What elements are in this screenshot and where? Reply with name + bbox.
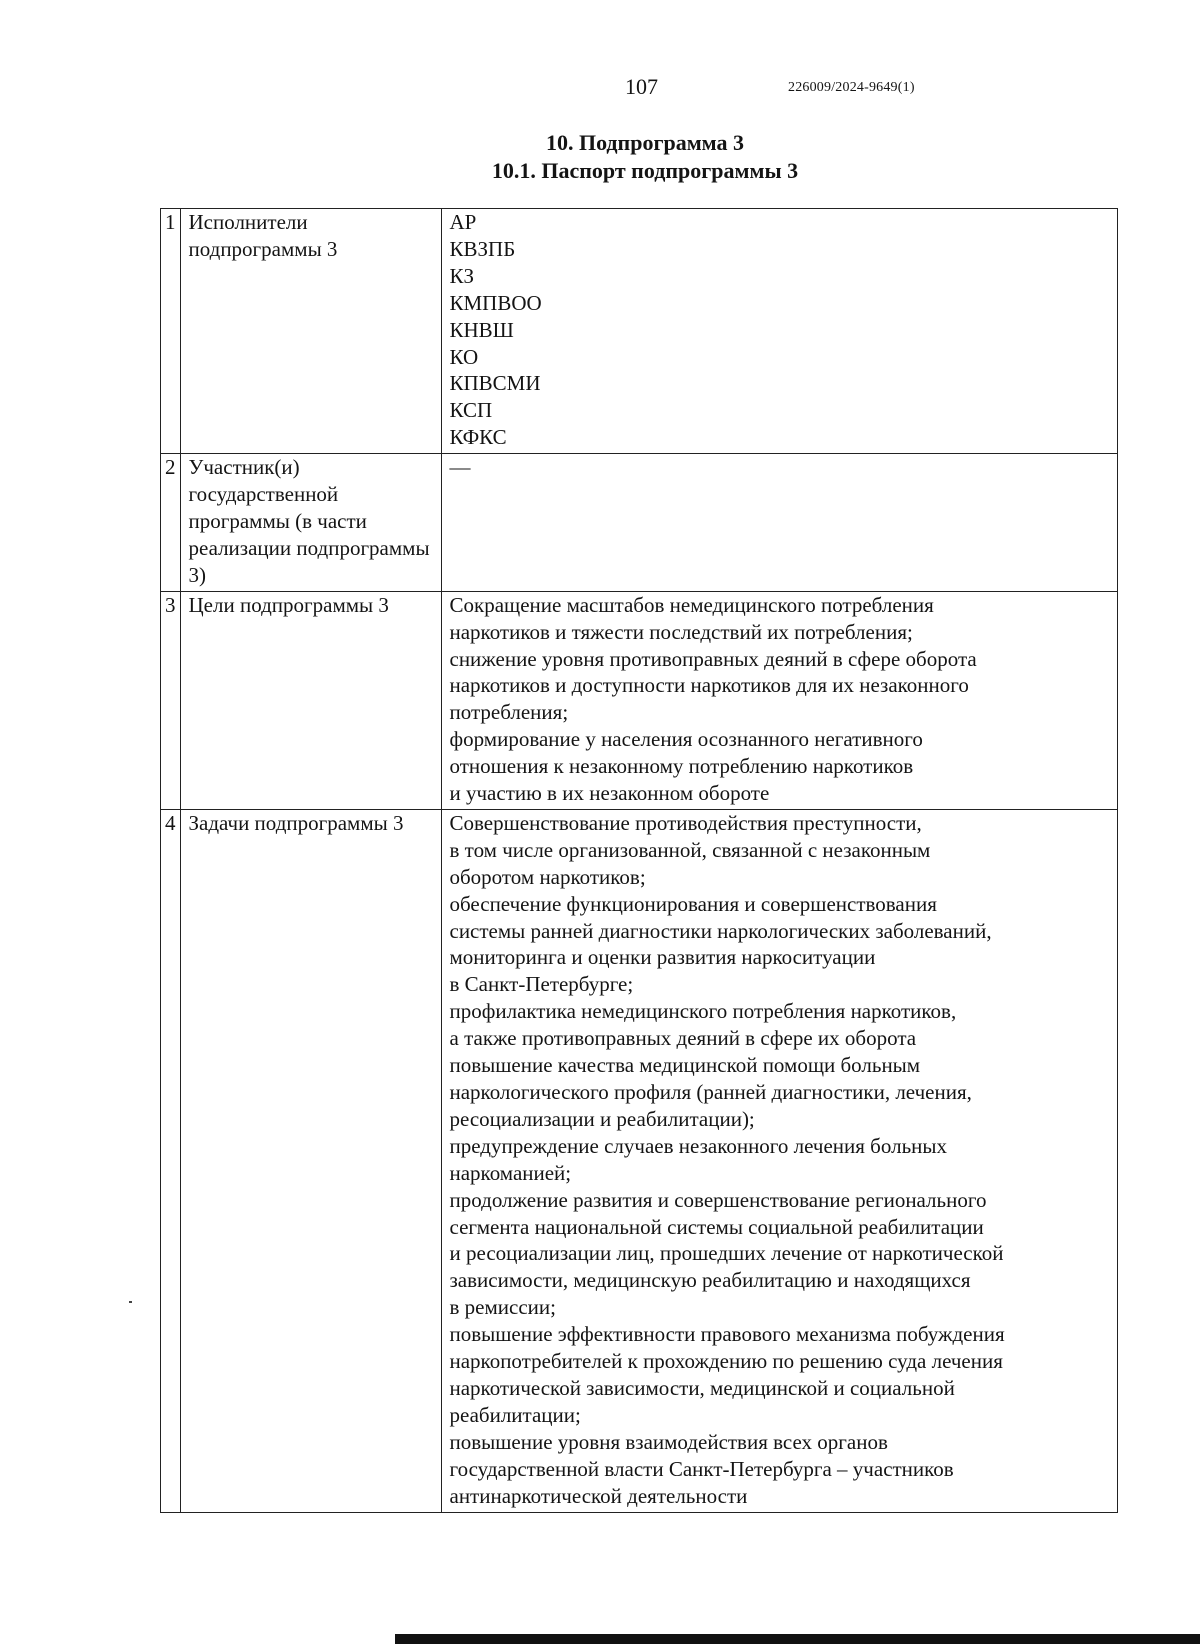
value-line: в Санкт-Петербурге;	[449, 972, 634, 997]
row-label: Участник(и) государственной программы (в части реализации подпрограммы 3)	[180, 454, 441, 592]
row-number: 4	[161, 809, 181, 1512]
value-line: повышение уровня взаимодействия всех органов	[449, 1429, 888, 1454]
value-line: Сокращение масштабов немедицинского потребления	[449, 592, 934, 617]
value-line: и участию в их незаконном обороте	[449, 781, 770, 806]
section-title: 10. Подпрограмма 3	[545, 130, 745, 155]
value-line: предупреждение случаев незаконного лечения больных	[449, 1133, 947, 1158]
value-line: реабилитации;	[449, 1402, 581, 1427]
value-line: Совершенствование противодействия преступности,	[449, 810, 922, 835]
value-line: КВЗПБ	[449, 236, 516, 261]
value-line: повышение качества медицинской помощи больным	[449, 1053, 921, 1078]
value-line: системы ранней диагностики наркологических заболеваний,	[449, 918, 992, 943]
passport-table	[160, 208, 1118, 1513]
value-line: наркотической зависимости, медицинской и социальной	[449, 1375, 955, 1400]
value-line: повышение эффективности правового механизма побуждения	[449, 1322, 1005, 1347]
document-id: 226009/2024-9649(1)	[788, 80, 915, 95]
row-number: 1	[161, 209, 181, 454]
value-line: формирование у населения осознанного негативного	[449, 727, 923, 752]
scan-edge-bar	[395, 1634, 1200, 1644]
value-line: КМПВОО	[449, 290, 542, 315]
row-label: Цели подпрограммы 3	[180, 591, 441, 809]
value-line: антинаркотической деятельности	[449, 1483, 748, 1508]
value-line: КПВСМИ	[449, 371, 541, 396]
row-value	[441, 591, 1118, 809]
value-line: обеспечение функционирования и совершенствования	[449, 891, 937, 916]
value-line: а также противоправных деяний в сфере их оборота	[449, 1026, 917, 1051]
row-value	[441, 209, 1118, 454]
value-line: мониторинга и оценки развития наркоситуации	[449, 945, 876, 970]
value-line: в том числе организованной, связанной с незаконным	[449, 837, 931, 862]
value-line: КО	[449, 344, 479, 369]
value-line: зависимости, медицинскую реабилитацию и находящихся	[449, 1268, 971, 1293]
value-line: отношения к незаконному потреблению наркотиков	[449, 754, 914, 779]
page-number: 107	[625, 74, 658, 99]
value-line: АР	[449, 210, 477, 234]
row-value	[441, 809, 1118, 1512]
value-line: наркотиков и тяжести последствий их потребления;	[449, 619, 913, 644]
section-subtitle: 10.1. Паспорт подпрограммы 3	[491, 158, 799, 183]
scan-speck	[129, 1301, 132, 1303]
value-line: наркоманией;	[449, 1160, 572, 1185]
row-label: Исполнители подпрограммы 3	[180, 209, 441, 454]
value-line: потребления;	[449, 700, 569, 725]
value-line: наркологического профиля (ранней диагностики, лечения,	[449, 1080, 972, 1104]
table-row	[161, 209, 1118, 454]
value-line: снижение уровня противоправных деяний в сфере оборота	[449, 646, 977, 671]
value-line: в ремиссии;	[449, 1295, 556, 1320]
value-line: КФКС	[449, 425, 507, 450]
value-line: государственной власти Санкт-Петербурга – участников	[449, 1456, 954, 1481]
value-line: КЗ	[449, 263, 475, 288]
value-line: КНВШ	[449, 317, 514, 342]
value-line: наркопотребителей к прохождению по решению суда лечения	[449, 1349, 1003, 1374]
value-line: оборотом наркотиков;	[449, 864, 646, 889]
row-label: Задачи подпрограммы 3	[180, 809, 441, 1512]
value-line: продолжение развития и совершенствование регионального	[449, 1187, 987, 1212]
row-number: 3	[161, 591, 181, 809]
value-line: —	[449, 455, 471, 480]
value-line: профилактика немедицинского потребления наркотиков,	[449, 999, 957, 1024]
row-number: 2	[161, 454, 181, 592]
value-line: КСП	[449, 398, 493, 423]
table-row	[161, 809, 1118, 1512]
row-value	[441, 454, 1118, 592]
table-row	[161, 591, 1118, 809]
value-line: наркотиков и доступности наркотиков для их незаконного	[449, 673, 969, 698]
table-row	[161, 454, 1118, 592]
value-line: сегмента национальной системы социальной реабилитации	[449, 1214, 984, 1239]
value-line: и ресоциализации лиц, прошедших лечение от наркотической	[449, 1241, 1004, 1266]
value-line: ресоциализации и реабилитации);	[449, 1106, 755, 1131]
